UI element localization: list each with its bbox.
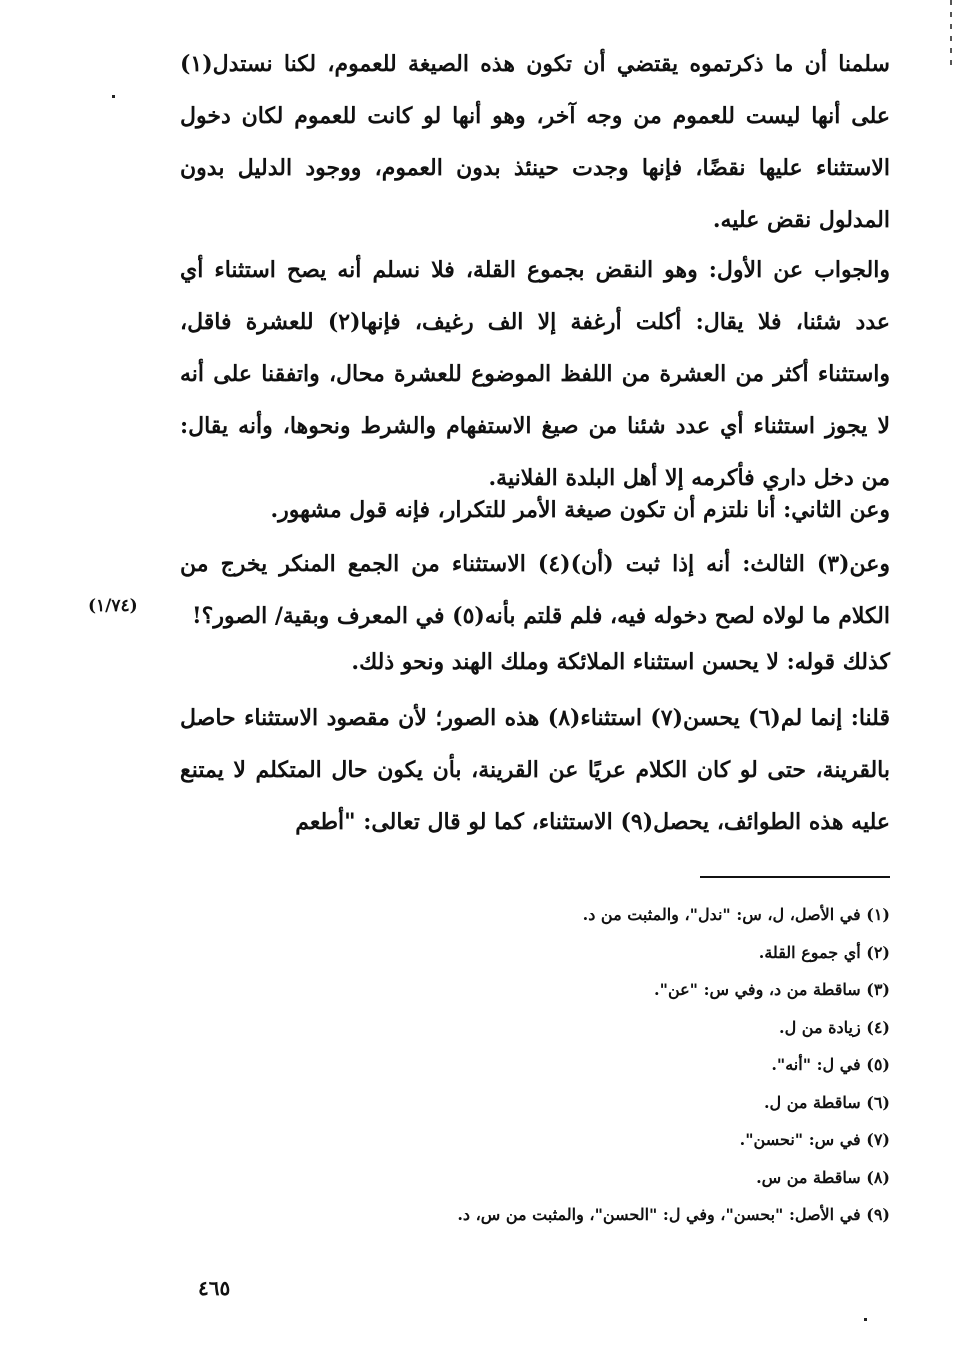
scan-speck bbox=[112, 95, 115, 98]
scan-edge-mark bbox=[950, 24, 952, 29]
footnote-divider bbox=[700, 876, 890, 878]
paragraph-6 bbox=[180, 692, 890, 848]
paragraph-3 bbox=[180, 484, 890, 536]
scan-edge-mark bbox=[950, 12, 952, 17]
footnote: (٣) ساقطة من د، وفي س: "عن". bbox=[654, 980, 890, 999]
scan-edge-mark bbox=[950, 48, 952, 53]
paragraph-text: وعن(٣) الثالث: أنه إذا ثبت (أن)(٤) الاستثناء من الجمع المنكر يخرج من الكلام ما لولاه لصح دخوله فيه، فلم قلتم بأنه(٥) في المعرف وبقية/ الصور؟! bbox=[180, 551, 890, 629]
footnotes bbox=[380, 896, 890, 1234]
scan-edge-mark bbox=[950, 60, 952, 65]
footnote: (٨) ساقطة من س. bbox=[756, 1167, 890, 1187]
margin-reference: (١/٧٤) bbox=[88, 596, 138, 616]
paragraph-text: كذلك قوله: لا يحسن استثناء الملائكة وملك الهند ونحو ذلك. bbox=[351, 649, 890, 675]
scan-speck bbox=[864, 1318, 867, 1321]
paragraph-5 bbox=[180, 636, 890, 688]
footnote: (١) في الأصل، ل، س: "ندل"، والمثبت من د. bbox=[582, 905, 890, 924]
scan-edge-mark bbox=[950, 0, 952, 5]
paragraph-1 bbox=[180, 38, 890, 246]
footnote: (٥) في ل: "أنه". bbox=[771, 1055, 890, 1074]
footnote: (٩) في الأصل: "بحسن"، وفي ل: "الحسن"، والمثبت من س، د. bbox=[457, 1205, 890, 1224]
footnote: (٧) في س: "نحسن". bbox=[739, 1130, 890, 1149]
paragraph-text: وعن الثاني: أنا نلتزم أن تكون صيغة الأمر للتكرار، فإنه قول مشهور. bbox=[270, 497, 890, 523]
paragraph-text: والجواب عن الأول: وهو النقض بجموع القلة، فلا نسلم أنه يصح استثناء أي عدد شئنا، فلا يقال: أكلت أرغفة إلا الف رغيف، فإنها(٢) للعشرة فاقل، واستثناء أكثر من العشرة من اللفظ الموضوع للعشرة محال، واتفقنا على أنه لا يجوز استثناء أي عدد شئنا من صيغ الاستفهام والشرط ونحوها، وأنه يقال: من دخل داري فأكرمه إلا أهل البلدة الفلانية. bbox=[180, 257, 890, 491]
scan-edge-mark bbox=[950, 36, 952, 41]
paragraph-text: قلنا: إنما لم(٦) يحسن(٧) استثناء(٨) هذه الصور؛ لأن مقصود الاستثناء حاصل بالقرينة، حتى لو كان الكلام عريًا عن القرينة، بأن يكون حال المتكلم لا يمتنع عليه هذه الطوائف، يحصل(٩) الاستثناء، كما لو قال تعالى: "أطعم bbox=[180, 705, 890, 835]
page-number: ٤٦٥ bbox=[198, 1276, 231, 1300]
paragraph-text: سلمنا أن ما ذكرتموه يقتضي أن تكون هذه الصيغة للعموم، لكنا نستدل(١) على أنها ليست للعموم من وجه آخر، وهو أنها لو كانت للعموم لكان دخول الاستثناء عليها نقضًا، فإنها وجدت حينئذ بدون العموم، ووجود الدليل بدون المدلول نقض عليه. bbox=[180, 51, 890, 233]
footnote: (٤) زيادة من ل. bbox=[779, 1017, 890, 1037]
footnote: (٢) أي جموع القلة. bbox=[758, 942, 890, 962]
paragraph-2 bbox=[180, 244, 890, 504]
footnote: (٦) ساقطة من ل. bbox=[763, 1092, 890, 1112]
paragraph-4 bbox=[180, 538, 890, 642]
